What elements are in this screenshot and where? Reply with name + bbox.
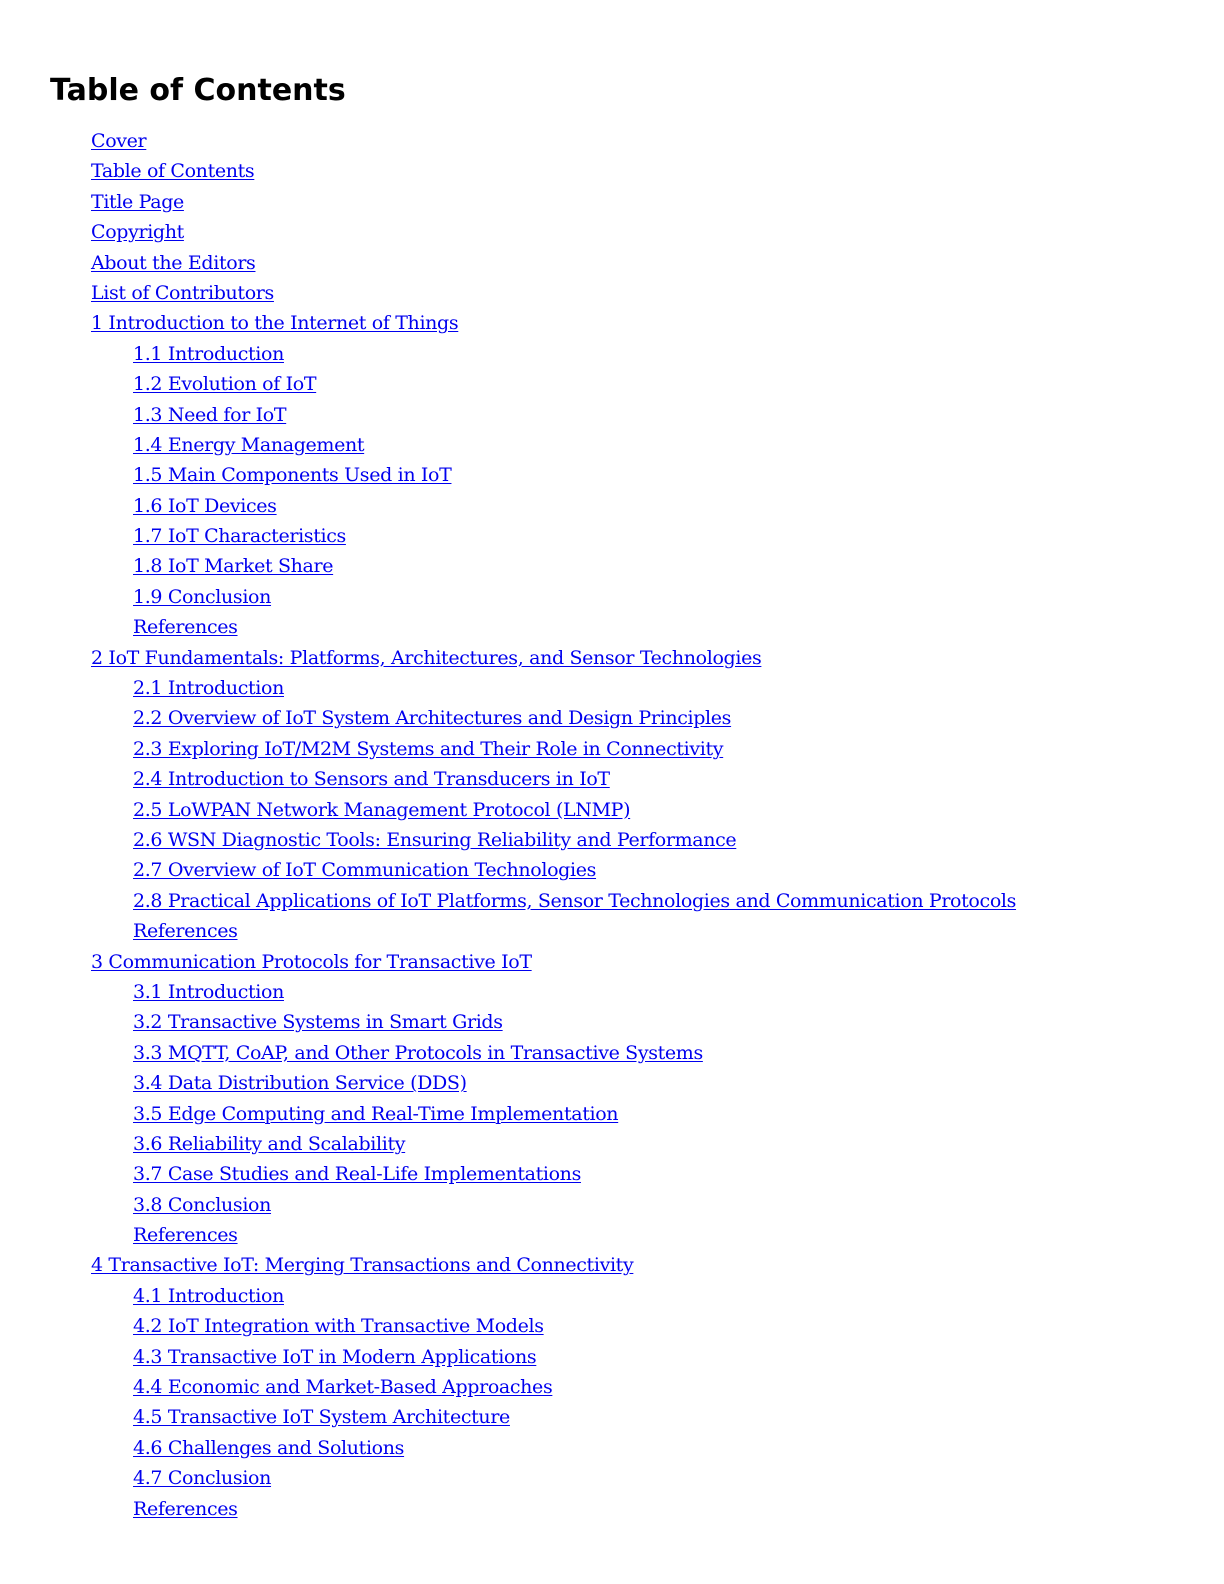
toc-chapter-item: [0, 947, 1224, 977]
toc-section-item: [0, 612, 1224, 642]
toc-section-item: [0, 734, 1224, 764]
toc-section-link[interactable]: References: [133, 1497, 238, 1520]
toc-chapter-item: [0, 278, 1224, 308]
toc-list: [0, 126, 1224, 1524]
toc-section-item: [0, 673, 1224, 703]
toc-section-link[interactable]: 4.1 Introduction: [133, 1284, 284, 1307]
toc-section-link[interactable]: 3.1 Introduction: [133, 980, 284, 1003]
toc-section-link[interactable]: 1.7 IoT Characteristics: [133, 525, 346, 548]
toc-section-link[interactable]: 1.2 Evolution of IoT: [133, 373, 317, 396]
toc-section-link[interactable]: References: [133, 616, 238, 639]
toc-chapter-item: [0, 217, 1224, 247]
toc-chapter-link[interactable]: Cover: [91, 130, 147, 152]
toc-section-item: [0, 1463, 1224, 1493]
toc-chapter-link[interactable]: Table of Contents: [91, 160, 255, 183]
toc-section-link[interactable]: 3.8 Conclusion: [133, 1193, 272, 1216]
toc-section-item: [0, 855, 1224, 885]
toc-chapter-link[interactable]: 2 IoT Fundamentals: Platforms, Architectures, and Sensor Technologies: [91, 646, 762, 669]
toc-section-item: [0, 1159, 1224, 1189]
toc-section-link[interactable]: 1.1 Introduction: [133, 342, 284, 365]
toc-section-item: [0, 703, 1224, 733]
toc-section-item: [0, 1099, 1224, 1129]
toc-chapter-link[interactable]: 4 Transactive IoT: Merging Transactions and Connectivity: [91, 1254, 634, 1277]
toc-section-item: [0, 825, 1224, 855]
toc-section-link[interactable]: References: [133, 920, 238, 943]
toc-section-link[interactable]: 2.3 Exploring IoT/M2M Systems and Their Role in Connectivity: [133, 737, 724, 760]
toc-section-link[interactable]: 1.4 Energy Management: [133, 433, 365, 456]
toc-section-item: [0, 339, 1224, 369]
toc-section-item: [0, 1433, 1224, 1463]
toc-section-item: [0, 1402, 1224, 1432]
toc-section-item: [0, 491, 1224, 521]
toc-section-link[interactable]: 2.7 Overview of IoT Communication Technologies: [133, 859, 597, 882]
toc-section-item: [0, 1068, 1224, 1098]
toc-section-item: [0, 1220, 1224, 1250]
toc-section-link[interactable]: 1.5 Main Components Used in IoT: [133, 464, 452, 487]
toc-section-item: [0, 764, 1224, 794]
toc-section-item: [0, 1311, 1224, 1341]
toc-section-item: [0, 886, 1224, 916]
toc-section-link[interactable]: 2.1 Introduction: [133, 677, 284, 700]
toc-section-link[interactable]: 4.5 Transactive IoT System Architecture: [133, 1406, 510, 1429]
toc-section-link[interactable]: 2.5 LoWPAN Network Management Protocol (LNMP): [133, 798, 631, 821]
toc-section-item: [0, 369, 1224, 399]
toc-chapter-item: [0, 126, 1224, 156]
toc-section-link[interactable]: 1.6 IoT Devices: [133, 494, 277, 517]
toc-section-link[interactable]: 4.6 Challenges and Solutions: [133, 1436, 405, 1459]
toc-chapter-link[interactable]: Copyright: [91, 221, 184, 244]
toc-chapter-link[interactable]: List of Contributors: [91, 281, 274, 304]
toc-section-link[interactable]: 2.4 Introduction to Sensors and Transducers in IoT: [133, 768, 610, 791]
page-title: Table of Contents: [50, 73, 346, 108]
toc-section-item: [0, 460, 1224, 490]
toc-section-link[interactable]: 3.3 MQTT, CoAP, and Other Protocols in Transactive Systems: [133, 1041, 703, 1064]
toc-section-link[interactable]: 4.4 Economic and Market-Based Approaches: [133, 1376, 553, 1399]
toc-section-item: [0, 1129, 1224, 1159]
toc-section-link[interactable]: 2.8 Practical Applications of IoT Platforms, Sensor Technologies and Communication Protocols: [133, 889, 1017, 912]
toc-chapter-item: [0, 248, 1224, 278]
toc-section-item: [0, 977, 1224, 1007]
toc-section-item: [0, 400, 1224, 430]
toc-section-item: [0, 521, 1224, 551]
toc-section-item: [0, 1494, 1224, 1524]
toc-section-link[interactable]: 2.2 Overview of IoT System Architectures and Design Principles: [133, 707, 732, 730]
toc-section-link[interactable]: 3.6 Reliability and Scalability: [133, 1132, 406, 1155]
toc-chapter-item: [0, 187, 1224, 217]
toc-chapter-link[interactable]: About the Editors: [91, 251, 256, 274]
toc-chapter-link[interactable]: Title Page: [91, 190, 184, 213]
toc-section-item: [0, 916, 1224, 946]
toc-chapter-link[interactable]: 1 Introduction to the Internet of Things: [91, 312, 459, 335]
toc-section-link[interactable]: 4.2 IoT Integration with Transactive Models: [133, 1315, 544, 1338]
toc-section-link[interactable]: 1.9 Conclusion: [133, 585, 272, 608]
toc-section-link[interactable]: 3.5 Edge Computing and Real-Time Implementation: [133, 1102, 619, 1125]
toc-section-item: [0, 430, 1224, 460]
toc-section-item: [0, 1038, 1224, 1068]
toc-chapter-item: [0, 156, 1224, 186]
toc-section-link[interactable]: 1.3 Need for IoT: [133, 403, 287, 426]
toc-chapter-link[interactable]: 3 Communication Protocols for Transactive IoT: [91, 950, 532, 973]
toc-section-item: [0, 551, 1224, 581]
toc-chapter-item: [0, 643, 1224, 673]
toc-section-item: [0, 795, 1224, 825]
toc-section-item: [0, 582, 1224, 612]
toc-section-item: [0, 1342, 1224, 1372]
toc-section-link[interactable]: 1.8 IoT Market Share: [133, 555, 334, 578]
toc-section-item: [0, 1190, 1224, 1220]
toc-section-item: [0, 1007, 1224, 1037]
toc-section-link[interactable]: 3.7 Case Studies and Real-Life Implementations: [133, 1163, 581, 1186]
toc-section-link[interactable]: 2.6 WSN Diagnostic Tools: Ensuring Reliability and Performance: [133, 828, 737, 851]
toc-section-link[interactable]: 4.3 Transactive IoT in Modern Applications: [133, 1345, 537, 1368]
toc-chapter-item: [0, 1250, 1224, 1280]
toc-section-item: [0, 1281, 1224, 1311]
toc-section-link[interactable]: 3.4 Data Distribution Service (DDS): [133, 1072, 467, 1095]
toc-section-link[interactable]: 3.2 Transactive Systems in Smart Grids: [133, 1011, 503, 1034]
toc-section-link[interactable]: 4.7 Conclusion: [133, 1467, 272, 1490]
toc-section-link[interactable]: References: [133, 1224, 238, 1247]
toc-section-item: [0, 1372, 1224, 1402]
toc-chapter-item: [0, 308, 1224, 338]
